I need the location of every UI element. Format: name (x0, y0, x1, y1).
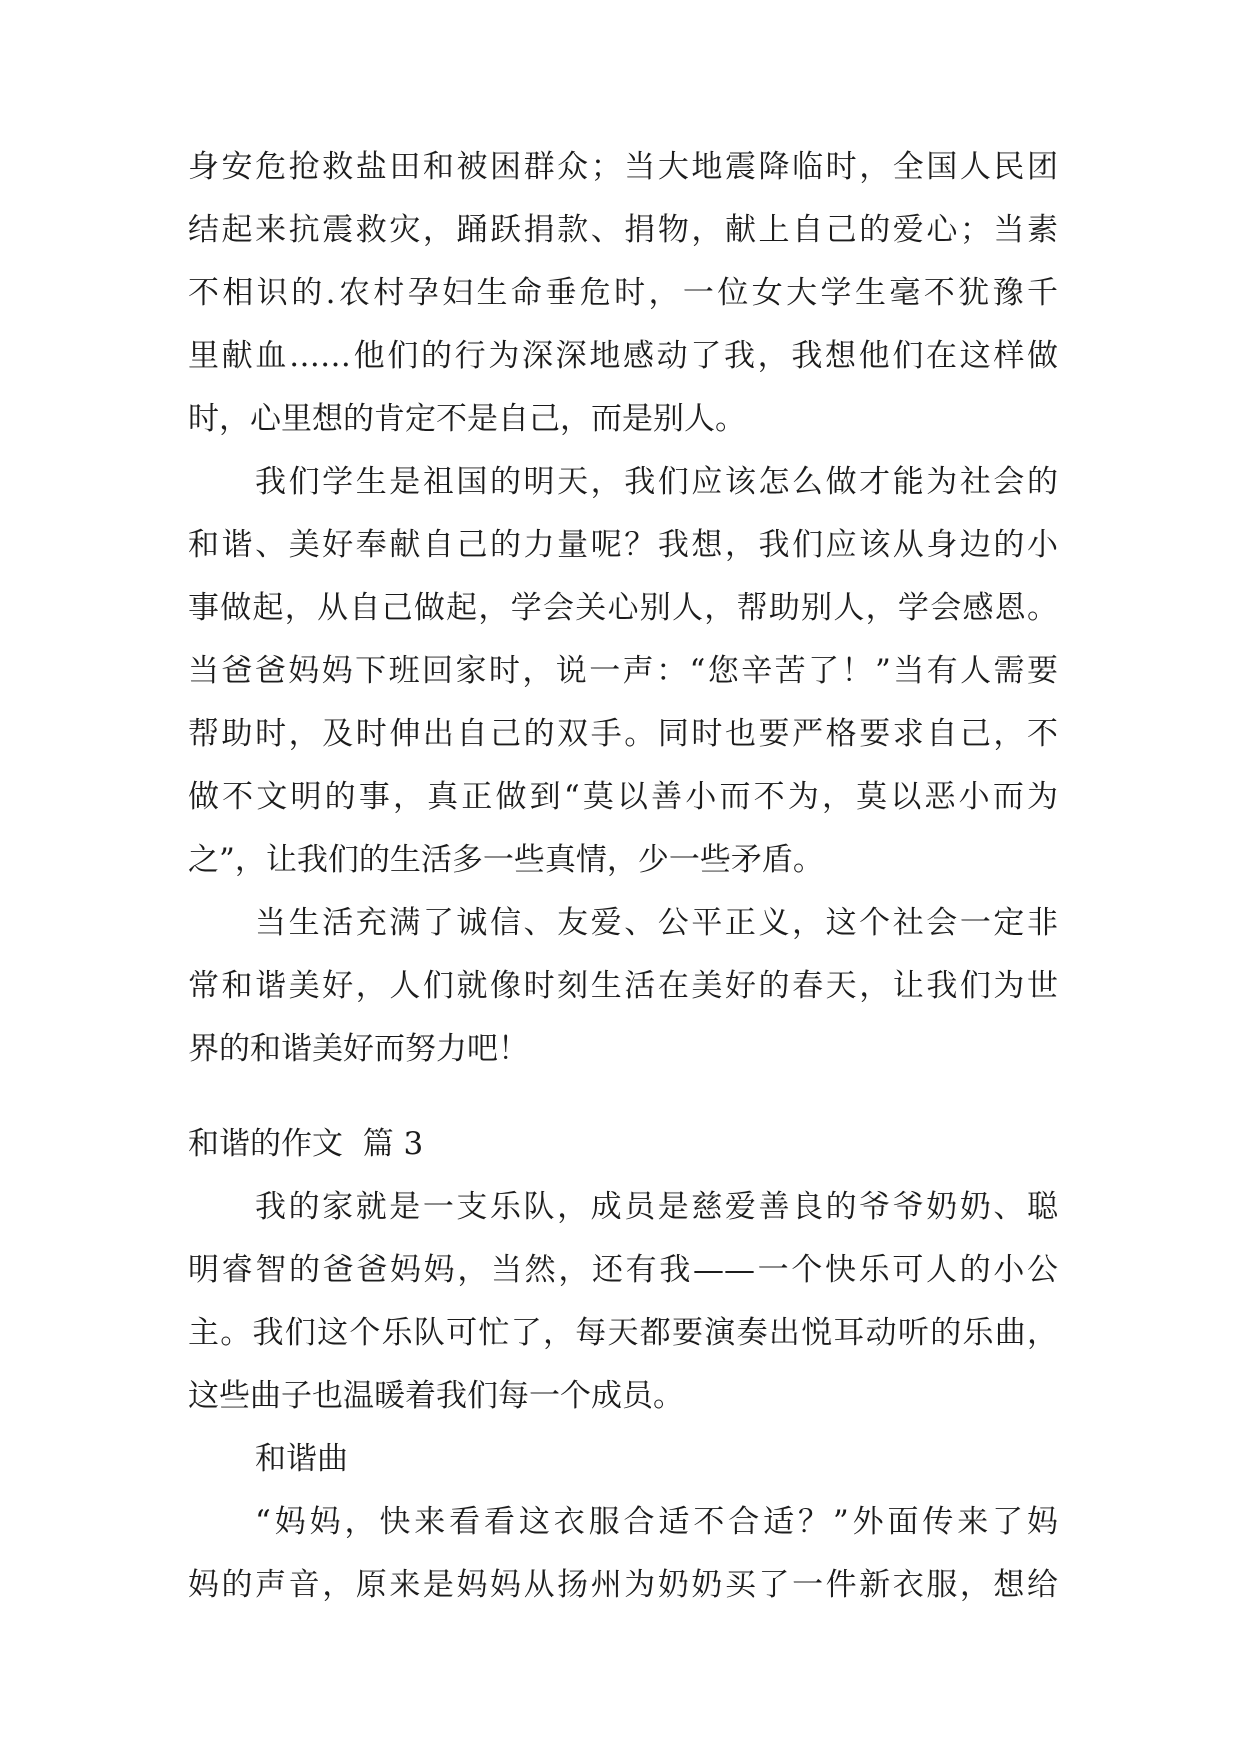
section-heading: 和谐的作文 篇 3 (188, 1126, 424, 1162)
subheading-line: 和谐曲 (255, 1441, 348, 1477)
paragraph-line: 不相识的.农村孕妇生命垂危时，一位女大学生毫不犹豫千 (188, 275, 1058, 311)
paragraph-line: 我们学生是祖国的明天，我们应该怎么做才能为社会的 (255, 464, 1058, 500)
paragraph-line: 当生活充满了诚信、友爱、公平正义，这个社会一定非 (255, 905, 1058, 941)
paragraph-line: 明睿智的爸爸妈妈，当然，还有我——一个快乐可人的小公 (188, 1252, 1058, 1288)
paragraph-line: 身安危抢救盐田和被困群众；当大地震降临时，全国人民团 (188, 149, 1058, 185)
paragraph-line: 和谐、美好奉献自己的力量呢？我想，我们应该从身边的小 (188, 527, 1058, 563)
paragraph-line: 当爸爸妈妈下班回家时，说一声：“您辛苦了！”当有人需要 (188, 653, 1058, 689)
paragraph-line: 之”，让我们的生活多一些真情，少一些矛盾。 (188, 842, 824, 878)
paragraph-line: 这些曲子也温暖着我们每一个成员。 (188, 1378, 684, 1414)
paragraph-line: 里献血……他们的行为深深地感动了我，我想他们在这样做 (188, 338, 1058, 374)
paragraph-line: 帮助时，及时伸出自己的双手。同时也要严格要求自己，不 (188, 716, 1058, 752)
paragraph-line: 事做起，从自己做起，学会关心别人，帮助别人，学会感恩。 (188, 590, 1058, 626)
paragraph-line: 界的和谐美好而努力吧！ (188, 1031, 529, 1067)
paragraph-line: 常和谐美好，人们就像时刻生活在美好的春天，让我们为世 (188, 968, 1058, 1004)
paragraph-line: 妈的声音，原来是妈妈从扬州为奶奶买了一件新衣服，想给 (188, 1567, 1058, 1603)
paragraph-line: “妈妈，快来看看这衣服合适不合适？”外面传来了妈 (255, 1504, 1058, 1540)
paragraph-line: 主。我们这个乐队可忙了，每天都要演奏出悦耳动听的乐曲， (188, 1315, 1058, 1351)
paragraph-line: 做不文明的事，真正做到“莫以善小而不为，莫以恶小而为 (188, 779, 1058, 815)
paragraph-line: 时，心里想的肯定不是自己，而是别人。 (188, 401, 746, 437)
paragraph-line: 我的家就是一支乐队，成员是慈爱善良的爷爷奶奶、聪 (255, 1189, 1058, 1225)
paragraph-line: 结起来抗震救灾，踊跃捐款、捐物，献上自己的爱心；当素 (188, 212, 1058, 248)
